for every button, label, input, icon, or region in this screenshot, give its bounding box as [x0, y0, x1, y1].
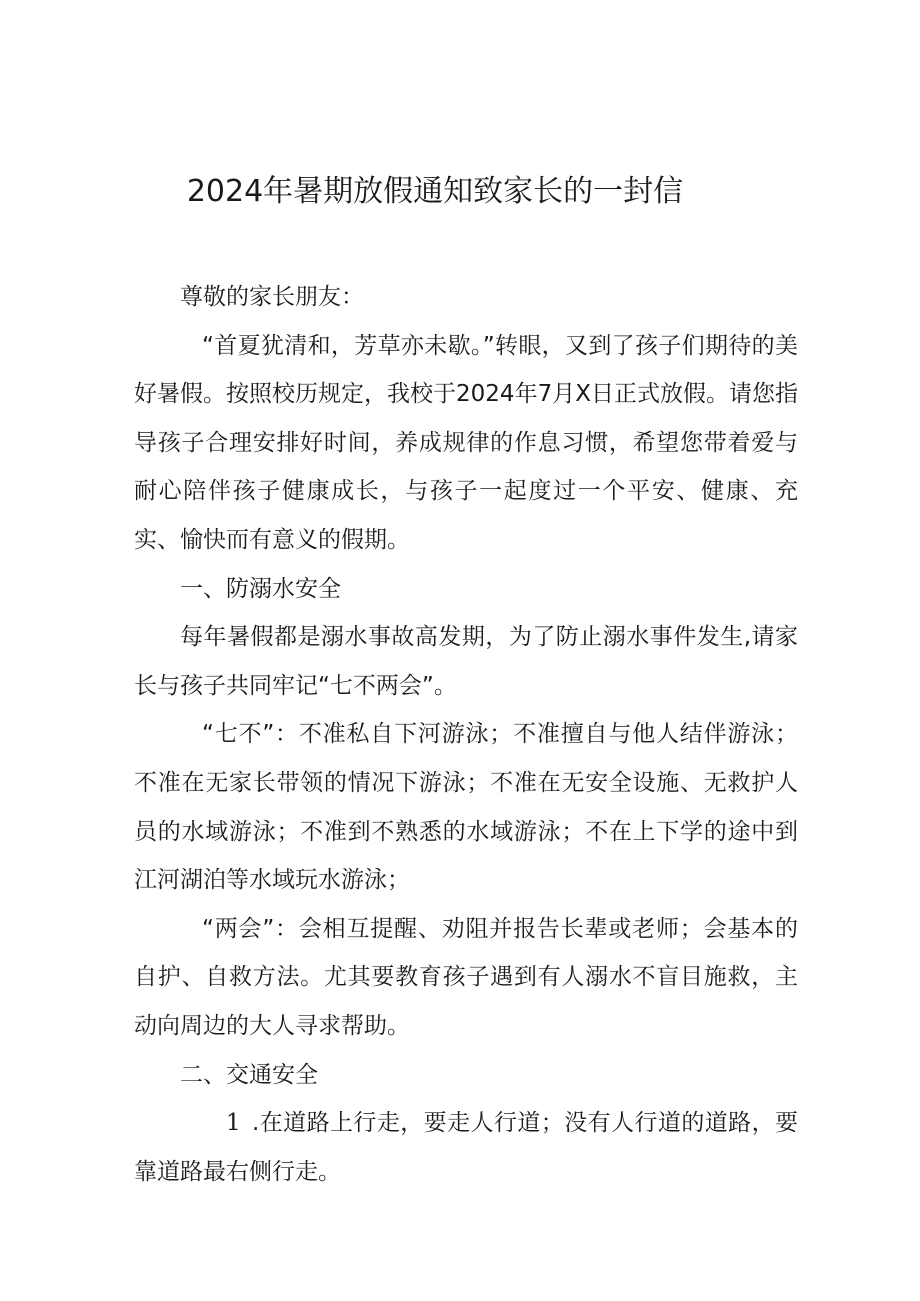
- traffic-item-1-text: .在道路上行走，要走人行道；没有人行道的道路，要靠道路最右侧行走。: [134, 1110, 798, 1185]
- drowning-intro-paragraph: 每年暑假都是溺水事故高发期，为了防止溺水事件发生,请家长与孩子共同牢记“七不两会”。: [134, 624, 798, 699]
- opening-paragraph: “首夏犹清和，芳草亦未歇。”转眼，又到了孩子们期待的美好暑假。按照校历规定，我校于2024年7月X日正式放假。请您指导孩子合理安排好时间，养成规律的作息习惯，希望您带着爱与耐心陪伴孩子健康成长，与孩子一起度过一个平安、健康、充实、愉快而有意义的假期。: [134, 332, 798, 553]
- letter-body: [134, 273, 798, 1196]
- salutation: 尊敬的家长朋友：: [180, 284, 364, 310]
- traffic-item-1-number: 1: [226, 1110, 241, 1137]
- traffic-item-1: [134, 1099, 798, 1196]
- document-title: 2024年暑期放假通知致家长的一封信: [186, 174, 684, 209]
- section-heading-traffic: 二、交通安全: [180, 1061, 318, 1088]
- two-can-paragraph: “两会”：会相互提醒、劝阻并报告长辈或老师；会基本的自护、自救方法。尤其要教育孩子遇到有人溺水不盲目施救，主动向周边的大人寻求帮助。: [134, 915, 798, 1039]
- section-heading-drowning: 一、防溺水安全: [180, 575, 341, 602]
- seven-no-paragraph: “七不”：不准私自下河游泳；不准擅自与他人结伴游泳；不准在无家长带领的情况下游泳；不准在无安全设施、无救护人员的水域游泳；不准到不熟悉的水域游泳；不在上下学的途中到江河湖泊等水域玩水游泳；: [134, 721, 798, 894]
